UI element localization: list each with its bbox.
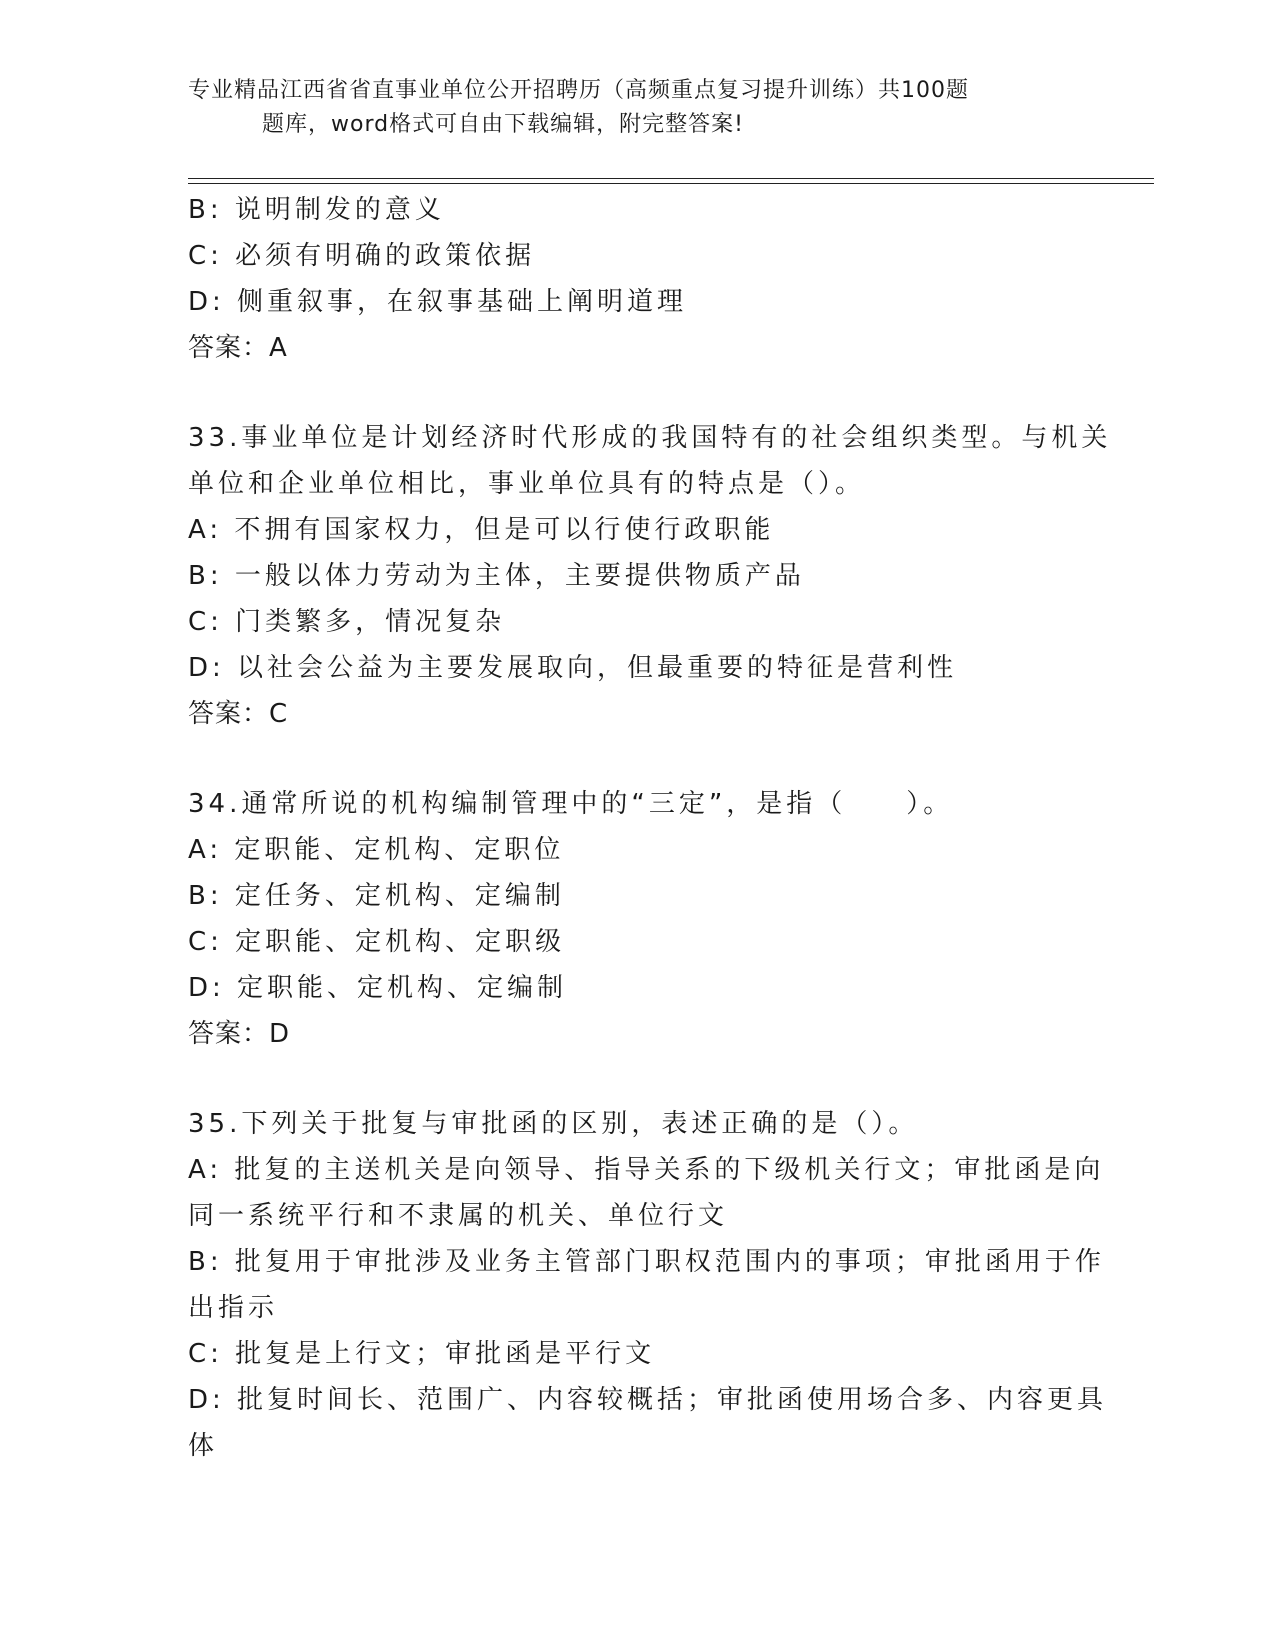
question-text: 34.通常所说的机构编制管理中的“三定”，是指（ ）。 bbox=[188, 789, 954, 819]
question-block-33 bbox=[188, 415, 1112, 737]
option-c: C: 门类繁多，情况复杂 bbox=[188, 607, 506, 637]
option-b: B: 批复用于审批涉及业务主管部门职权范围内的事项；审批函用于作 bbox=[188, 1247, 1105, 1277]
answer-line: 答案：C bbox=[188, 699, 289, 729]
option-c: C: 必须有明确的政策依据 bbox=[188, 241, 536, 271]
header-rule-top bbox=[188, 178, 1154, 179]
question-block-32 bbox=[188, 187, 1088, 371]
option-b: B: 一般以体力劳动为主体，主要提供物质产品 bbox=[188, 561, 805, 591]
option-a: A: 定职能、定机构、定职位 bbox=[188, 835, 565, 865]
question-text-cont: 单位和企业单位相比，事业单位具有的特点是（）。 bbox=[188, 469, 866, 499]
spacer bbox=[188, 737, 1088, 781]
option-a-cont: 同一系统平行和不隶属的机关、单位行文 bbox=[188, 1201, 729, 1231]
option-d: D: 侧重叙事，在叙事基础上阐明道理 bbox=[188, 287, 688, 317]
answer-line: 答案：D bbox=[188, 1019, 291, 1049]
option-c: C: 批复是上行文；审批函是平行文 bbox=[188, 1339, 656, 1369]
question-text: 33.事业单位是计划经济时代形成的我国特有的社会组织类型。与机关 bbox=[188, 423, 1112, 453]
header-title-line1: 专业精品江西省省直事业单位公开招聘历（高频重点复习提升训练）共100题 bbox=[188, 78, 969, 103]
header-title-line2: 题库，word格式可自由下载编辑，附完整答案! bbox=[262, 112, 744, 137]
spacer bbox=[188, 371, 1088, 415]
header-rule-bottom bbox=[188, 183, 1154, 184]
answer-line: 答案：A bbox=[188, 333, 288, 363]
option-b: B: 定任务、定机构、定编制 bbox=[188, 881, 565, 911]
option-b-cont: 出指示 bbox=[188, 1293, 279, 1323]
option-a: A: 不拥有国家权力，但是可以行使行政职能 bbox=[188, 515, 775, 545]
option-d: D: 以社会公益为主要发展取向，但最重要的特征是营利性 bbox=[188, 653, 958, 683]
question-text: 35.下列关于批复与审批函的区别，表述正确的是（）。 bbox=[188, 1109, 919, 1139]
option-d: D: 定职能、定机构、定编制 bbox=[188, 973, 568, 1003]
option-c: C: 定职能、定机构、定职级 bbox=[188, 927, 566, 957]
document-body bbox=[188, 187, 1112, 1469]
document-header bbox=[188, 74, 1088, 142]
question-block-35 bbox=[188, 1101, 1108, 1469]
option-d-cont: 体 bbox=[188, 1431, 219, 1461]
option-a: A: 批复的主送机关是向领导、指导关系的下级机关行文；审批函是向 bbox=[188, 1155, 1105, 1185]
option-d: D: 批复时间长、范围广、内容较概括；审批函使用场合多、内容更具 bbox=[188, 1385, 1108, 1415]
spacer bbox=[188, 1057, 1088, 1101]
question-block-34 bbox=[188, 781, 1088, 1057]
option-b: B: 说明制发的意义 bbox=[188, 195, 445, 225]
